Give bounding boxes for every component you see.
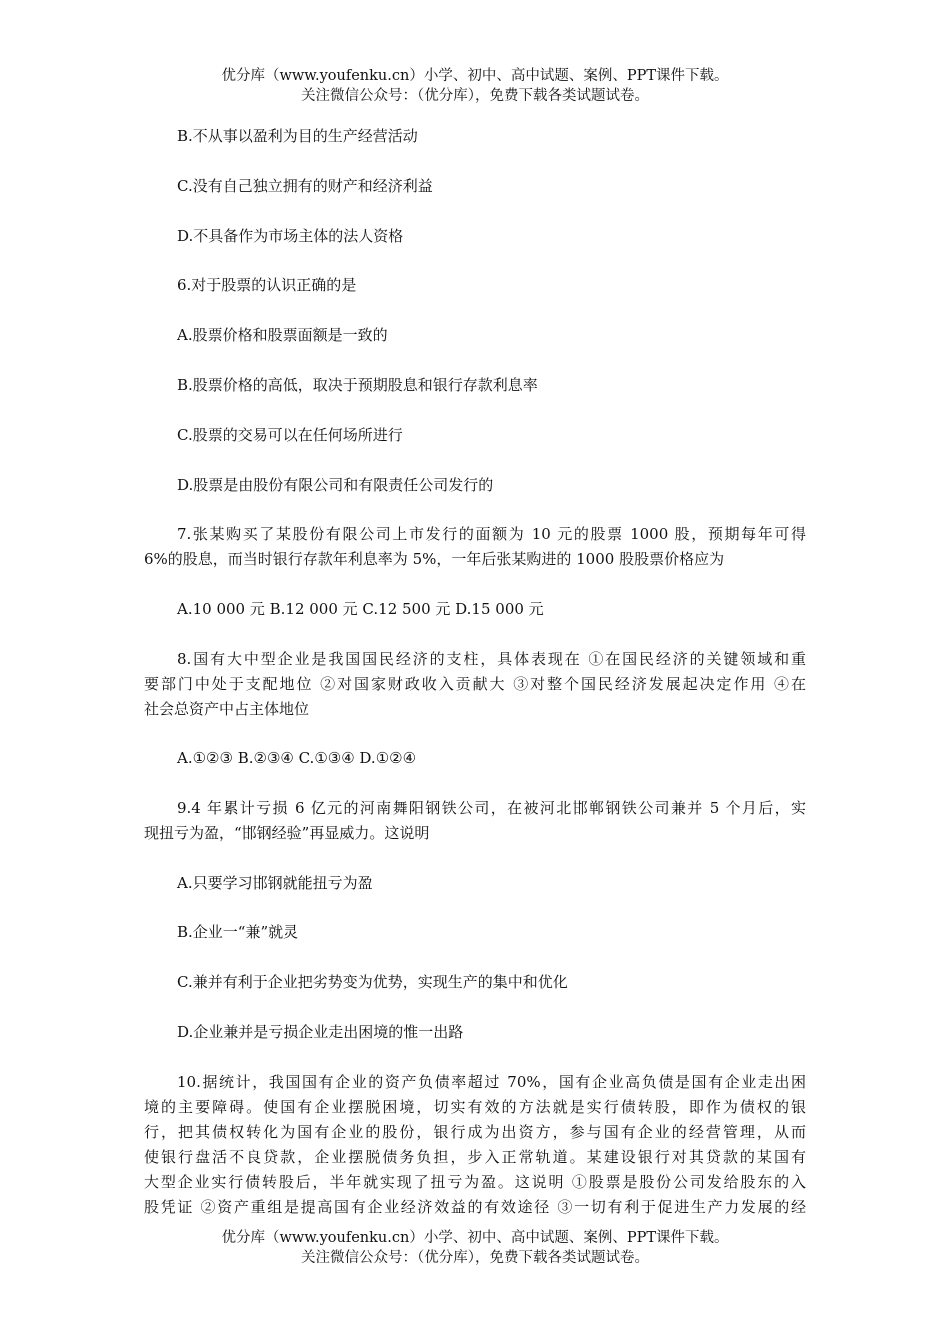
q10-line-3: 行，把其债权转化为国有企业的股份，银行成为出资方，参与国有企业的经营管理，从而: [144, 1123, 806, 1141]
q9-stem-line-2: 现扭亏为盈，“邯钢经验”再显威力。这说明: [144, 824, 430, 842]
q6-option-d: D.股票是由股份有限公司和有限责任公司发行的: [177, 476, 494, 494]
q9-option-d: D.企业兼并是亏损企业走出困境的惟一出路: [177, 1023, 464, 1041]
q6-stem: 6.对于股票的认识正确的是: [177, 276, 357, 294]
page-header: [0, 66, 950, 106]
q8-options: A.①②③ B.②③④ C.①③④ D.①②④: [177, 749, 417, 767]
q9-option-b: B.企业一“兼”就灵: [177, 923, 299, 941]
q8-stem-line-3: 社会总资产中占主体地位: [144, 700, 310, 718]
q8-stem-line-2: 要部门中处于支配地位 ②对国家财政收入贡献大 ③对整个国民经济发展起决定作用 ④在: [144, 675, 806, 693]
q7-stem-line-2: 6%的股息，而当时银行存款年利息率为 5%，一年后张某购进的 1000 股股票价格应为: [144, 550, 725, 568]
q5-option-b: B.不从事以盈利为目的生产经营活动: [177, 127, 418, 145]
header-line-2: 关注微信公众号：（优分库），免费下载各类试题试卷。: [301, 88, 649, 104]
footer-line-1: 优分库（www.youfenku.cn）小学、初中、高中试题、案例、PPT课件下载。: [221, 1230, 729, 1246]
q9-stem-line-1: 9.4 年累计亏损 6 亿元的河南舞阳钢铁公司，在被河北邯郸钢铁公司兼并 5 个月后，实: [177, 799, 806, 817]
q10-line-1: 10.据统计，我国国有企业的资产负债率超过 70%，国有企业高负债是国有企业走出困: [177, 1073, 806, 1091]
q9-option-a: A.只要学习邯钢就能扭亏为盈: [177, 874, 373, 892]
q5-option-d: D.不具备作为市场主体的法人资格: [177, 227, 404, 245]
q10-line-6: 股凭证 ②资产重组是提高国有企业经济效益的有效途径 ③一切有利于促进生产力发展的经: [144, 1198, 806, 1216]
q7-stem-line-1: 7.张某购买了某股份有限公司上市发行的面额为 10 元的股票 1000 股，预期每年可得: [177, 525, 806, 543]
q6-option-a: A.股票价格和股票面额是一致的: [177, 326, 388, 344]
footer-line-2: 关注微信公众号：（优分库），免费下载各类试题试卷。: [301, 1250, 649, 1266]
q10-line-5: 大型企业实行债转股后，半年就实现了扭亏为盈。这说明 ①股票是股份公司发给股东的入: [144, 1173, 806, 1191]
q9-option-c: C.兼并有利于企业把劣势变为优势，实现生产的集中和优化: [177, 973, 568, 991]
q6-option-c: C.股票的交易可以在任何场所进行: [177, 426, 403, 444]
q7-options: A.10 000 元 B.12 000 元 C.12 500 元 D.15 000 元: [177, 600, 544, 618]
q6-option-b: B.股票价格的高低，取决于预期股息和银行存款利息率: [177, 376, 538, 394]
q10-line-4: 使银行盘活不良贷款，企业摆脱债务负担，步入正常轨道。某建设银行对其贷款的某国有: [144, 1148, 806, 1166]
q5-option-c: C.没有自己独立拥有的财产和经济利益: [177, 177, 433, 195]
q8-stem-line-1: 8.国有大中型企业是我国国民经济的支柱，具体表现在 ①在国民经济的关键领域和重: [177, 650, 806, 668]
page-footer: [0, 1228, 950, 1268]
header-line-1: 优分库（www.youfenku.cn）小学、初中、高中试题、案例、PPT课件下载。: [221, 68, 729, 84]
q10-line-2: 境的主要障碍。使国有企业摆脱困境，切实有效的方法就是实行债转股，即作为债权的银: [144, 1098, 806, 1116]
